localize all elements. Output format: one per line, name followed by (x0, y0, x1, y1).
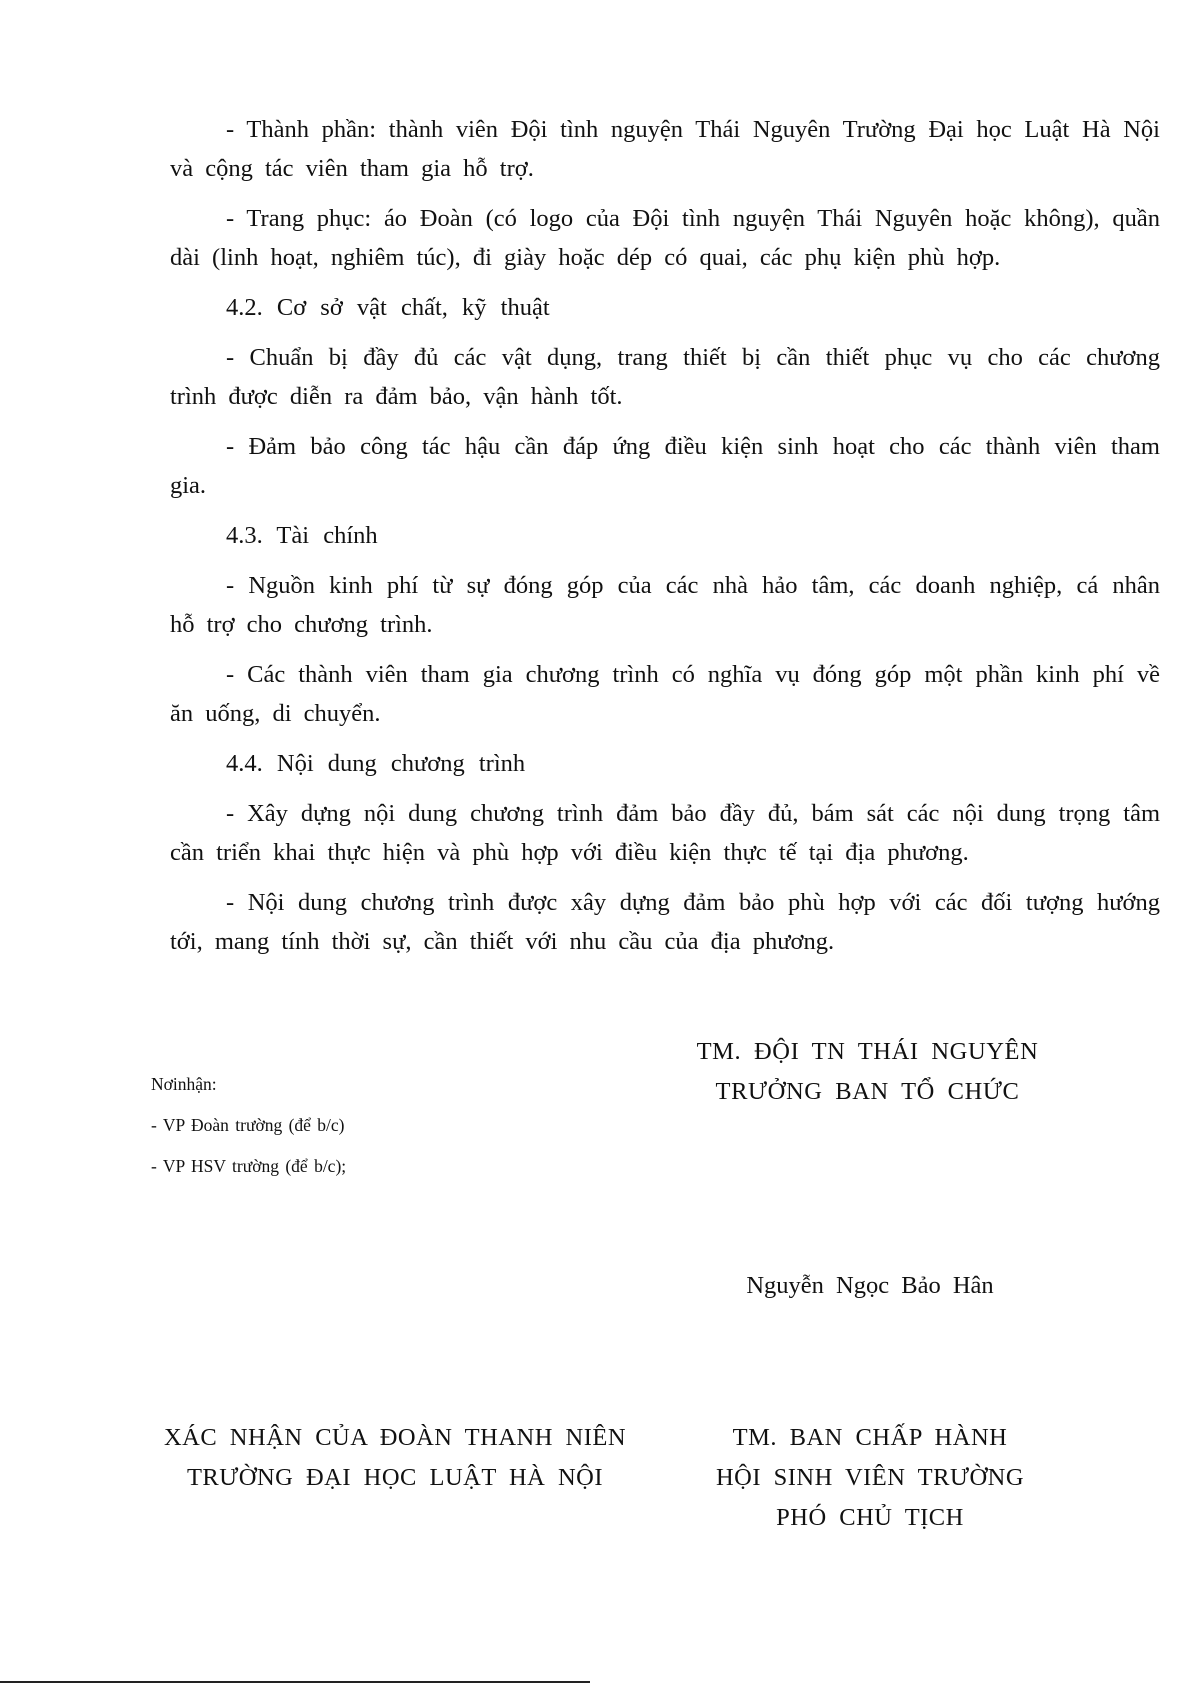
paragraph-member-contribution: - Các thành viên tham gia chương trình có nghĩa vụ đóng góp một phần kinh phí về ăn uống, di chuyển. (170, 661, 1160, 727)
confirmation-right-line2: HỘI SINH VIÊN TRƯỜNG (715, 1464, 1025, 1491)
confirmation-right-line1: TM. BAN CHẤP HÀNH (732, 1424, 1008, 1451)
recipients-block (151, 1074, 551, 1197)
confirmation-block-student-association (660, 1418, 1080, 1538)
paragraph-equipment: - Chuẩn bị đầy đủ các vật dụng, trang thiết bị cần thiết phục vụ cho các chương trình được diễn ra đảm bảo, vận hành tốt. (170, 344, 1160, 410)
document-body (170, 110, 1160, 972)
confirmation-left-line1: XÁC NHẬN CỦA ĐOÀN THANH NIÊN (163, 1424, 627, 1451)
footer-rule (0, 1681, 590, 1683)
section-heading-content: 4.4. Nội dung chương trình (226, 750, 526, 777)
paragraph-content-relevance: - Nội dung chương trình được xây dựng đảm bảo phù hợp với các đối tượng hướng tới, mang tính thời sự, cần thiết với nhu cầu của địa phương. (170, 889, 1160, 955)
paragraph-funding-source: - Nguồn kinh phí từ sự đóng góp của các nhà hảo tâm, các doanh nghiệp, cá nhân hỗ trợ cho chương trình. (170, 572, 1160, 638)
recipient-item: - VP Đoàn trường (để b/c) (151, 1115, 345, 1135)
confirmation-right-line3: PHÓ CHỦ TỊCH (776, 1504, 964, 1531)
confirmation-left-line2: TRƯỜNG ĐẠI HỌC LUẬT HÀ NỘI (186, 1464, 604, 1491)
recipients-title: Nơinhận: (151, 1074, 217, 1094)
recipient-item: - VP HSV trường (để b/c); (151, 1156, 347, 1176)
paragraph-participants: - Thành phần: thành viên Đội tình nguyện Thái Nguyên Trường Đại học Luật Hà Nội và cộng tác viên tham gia hỗ trợ. (170, 116, 1160, 182)
signature-org-title: TM. ĐỘI TN THÁI NGUYÊN (696, 1038, 1039, 1065)
paragraph-content-design: - Xây dựng nội dung chương trình đảm bảo đầy đủ, bám sát các nội dung trọng tâm cần triển khai thực hiện và phù hợp với điều kiện thực tế tại địa phương. (170, 800, 1160, 866)
signer-name: Nguyễn Ngọc Bảo Hân (746, 1272, 994, 1299)
paragraph-attire: - Trang phục: áo Đoàn (có logo của Đội tình nguyện Thái Nguyên hoặc không), quần dài (linh hoạt, nghiêm túc), đi giày hoặc dép có quai, các phụ kiện phù hợp. (170, 205, 1160, 271)
confirmation-block-youth-union (140, 1418, 650, 1498)
section-heading-facilities: 4.2. Cơ sở vật chất, kỹ thuật (226, 294, 550, 321)
paragraph-logistics: - Đảm bảo công tác hậu cần đáp ứng điều kiện sinh hoạt cho các thành viên tham gia. (170, 433, 1160, 499)
signature-block-organizer (645, 1032, 1090, 1112)
signature-org-role: TRƯỞNG BAN TỔ CHỨC (715, 1078, 1020, 1105)
section-heading-finance: 4.3. Tài chính (226, 522, 378, 549)
